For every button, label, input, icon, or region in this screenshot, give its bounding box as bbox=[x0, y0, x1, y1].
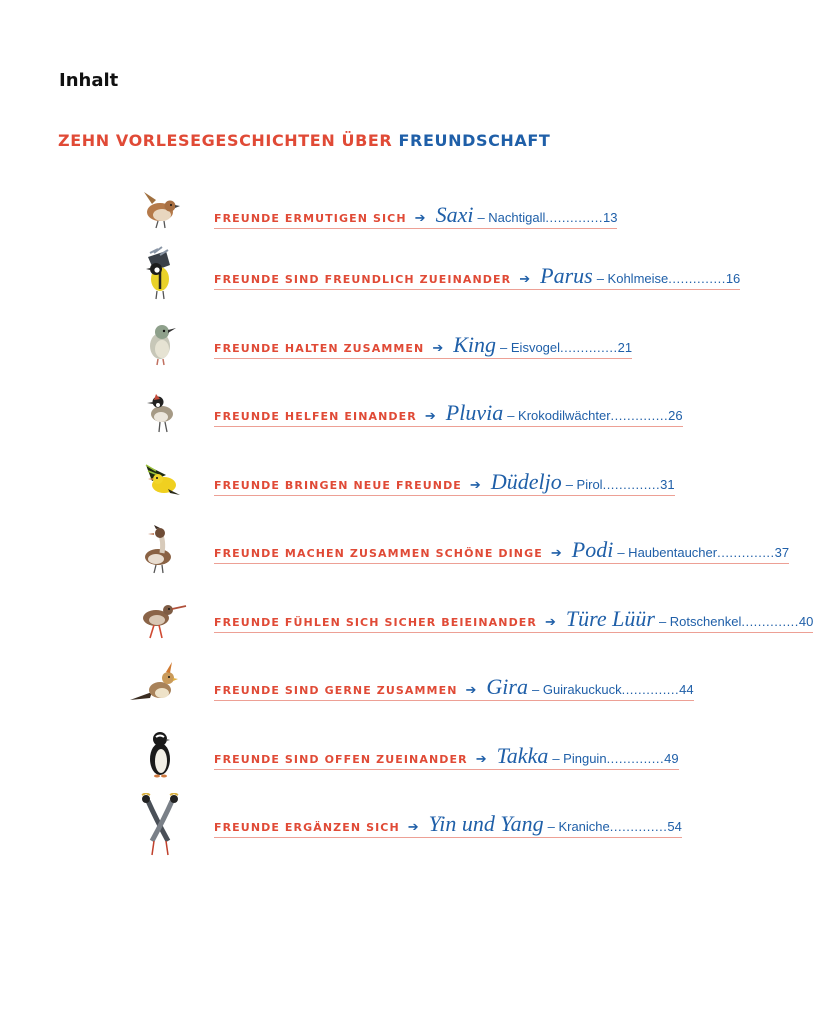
entry-name: Takka bbox=[496, 743, 549, 768]
entry-species: – Guirakuckuck bbox=[531, 682, 622, 697]
kingfisher-icon bbox=[132, 314, 188, 374]
arrow-icon: ➔ bbox=[475, 751, 487, 766]
entry-species: – Pinguin bbox=[552, 751, 607, 766]
toc-entry[interactable] bbox=[0, 725, 834, 785]
guira-cuckoo-icon bbox=[128, 656, 184, 716]
entry-name: Gira bbox=[486, 674, 528, 699]
entry-name: Yin und Yang bbox=[428, 811, 544, 836]
entry-species: – Nachtigall bbox=[477, 210, 546, 225]
great-tit-icon bbox=[132, 245, 188, 305]
arrow-icon: ➔ bbox=[424, 408, 436, 423]
plover-icon bbox=[132, 382, 188, 442]
entry-dots: .............. bbox=[606, 751, 665, 766]
entry-species: – Eisvogel bbox=[500, 340, 561, 355]
toc-entry[interactable] bbox=[0, 656, 834, 716]
entry-dots: .............. bbox=[621, 682, 680, 697]
entry-page: 44 bbox=[679, 682, 694, 697]
entry-species: – Haubentaucher bbox=[617, 545, 718, 560]
entry-name: King bbox=[453, 332, 497, 357]
entry-dots: .............. bbox=[602, 477, 661, 492]
entry-caption: FREUNDE FÜHLEN SICH SICHER BEIEINANDER bbox=[214, 616, 537, 629]
entry-caption: FREUNDE HALTEN ZUSAMMEN bbox=[214, 342, 425, 355]
arrow-icon: ➔ bbox=[519, 271, 531, 286]
entry-page: 16 bbox=[725, 271, 741, 286]
toc-entry[interactable] bbox=[0, 519, 834, 579]
toc-entry[interactable] bbox=[0, 451, 834, 511]
toc-entry[interactable] bbox=[0, 382, 834, 442]
toc-entry[interactable] bbox=[0, 314, 834, 374]
entry-dots: .............. bbox=[610, 408, 669, 423]
entry-dots: .............. bbox=[741, 614, 799, 629]
entry-caption: FREUNDE ERMUTIGEN SICH bbox=[214, 212, 407, 225]
redshank-icon bbox=[132, 588, 188, 648]
penguin-icon bbox=[132, 725, 188, 785]
subtitle-part2: FREUNDSCHAFT bbox=[398, 131, 551, 150]
entry-caption: FREUNDE ERGÄNZEN SICH bbox=[214, 821, 400, 834]
entry-page: 31 bbox=[660, 477, 675, 492]
entry-species: – Kohlmeise bbox=[596, 271, 669, 286]
arrow-icon: ➔ bbox=[550, 545, 562, 560]
entry-dots: .............. bbox=[560, 340, 618, 355]
entry-species: – Rotschenkel bbox=[658, 614, 742, 629]
arrow-icon: ➔ bbox=[465, 682, 477, 697]
entry-page: 21 bbox=[617, 340, 633, 355]
entry-caption: FREUNDE MACHEN ZUSAMMEN SCHÖNE DINGE bbox=[214, 547, 543, 560]
entry-name: Parus bbox=[540, 263, 593, 288]
arrow-icon: ➔ bbox=[469, 477, 481, 492]
entry-name: Türe Lüür bbox=[565, 606, 655, 631]
nightingale-icon bbox=[132, 184, 188, 244]
toc-entry[interactable] bbox=[0, 793, 834, 853]
entry-name: Pluvia bbox=[445, 400, 504, 425]
entry-caption: FREUNDE BRINGEN NEUE FREUNDE bbox=[214, 479, 462, 492]
entry-caption: FREUNDE HELFEN EINANDER bbox=[214, 410, 417, 423]
entry-caption: FREUNDE SIND FREUNDLICH ZUEINANDER bbox=[214, 273, 512, 286]
arrow-icon: ➔ bbox=[432, 340, 444, 355]
section-subtitle bbox=[58, 131, 550, 150]
entry-name: Saxi bbox=[435, 202, 474, 227]
toc-entry[interactable] bbox=[0, 588, 834, 648]
entry-name: Düdeljo bbox=[490, 469, 562, 494]
entry-page: 26 bbox=[668, 408, 683, 423]
entry-species: – Krokodilwächter bbox=[507, 408, 611, 423]
entry-page: 49 bbox=[664, 751, 679, 766]
entry-dots: .............. bbox=[717, 545, 775, 560]
cranes-icon bbox=[132, 793, 188, 859]
entry-dots: .............. bbox=[545, 210, 603, 225]
arrow-icon: ➔ bbox=[414, 210, 426, 225]
entry-page: 40 bbox=[798, 614, 814, 629]
entry-species: – Pirol bbox=[565, 477, 603, 492]
toc-entry[interactable] bbox=[0, 184, 834, 244]
grebe-icon bbox=[132, 519, 188, 579]
entry-dots: .............. bbox=[668, 271, 726, 286]
entry-page: 37 bbox=[774, 545, 790, 560]
page-heading: Inhalt bbox=[59, 70, 119, 91]
entry-dots: .............. bbox=[609, 819, 668, 834]
entry-name: Podi bbox=[571, 537, 614, 562]
arrow-icon: ➔ bbox=[545, 614, 556, 629]
entry-page: 54 bbox=[667, 819, 682, 834]
arrow-icon: ➔ bbox=[407, 819, 419, 834]
entry-page: 13 bbox=[602, 210, 618, 225]
subtitle-part1: ZEHN VORLESEGESCHICHTEN ÜBER bbox=[58, 131, 393, 150]
entry-species: – Kraniche bbox=[547, 819, 610, 834]
entry-caption: FREUNDE SIND GERNE ZUSAMMEN bbox=[214, 684, 458, 697]
oriole-icon bbox=[132, 451, 188, 511]
entry-caption: FREUNDE SIND OFFEN ZUEINANDER bbox=[214, 753, 468, 766]
toc-entry[interactable] bbox=[0, 245, 834, 305]
